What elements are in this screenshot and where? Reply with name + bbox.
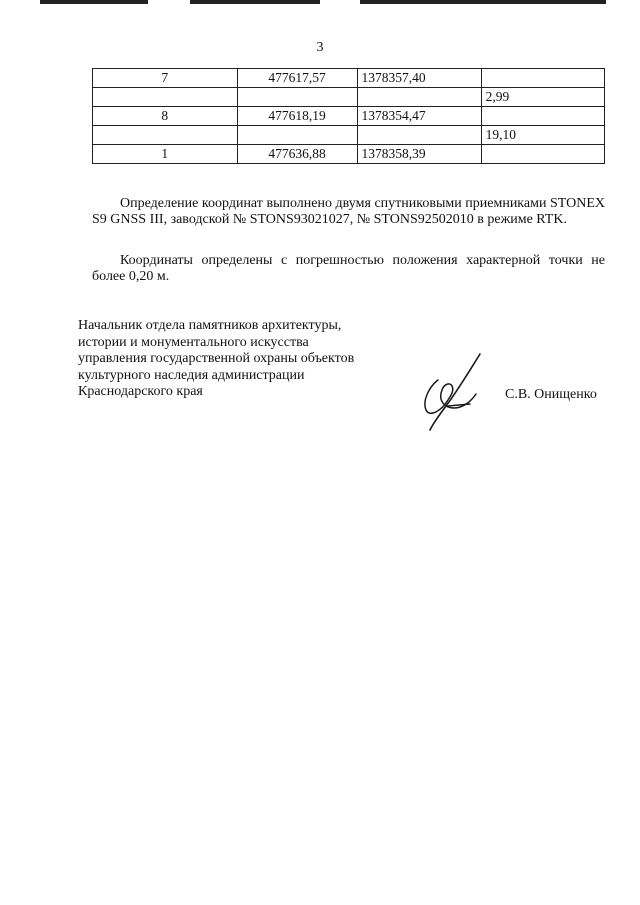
handwritten-signature bbox=[408, 350, 498, 432]
x-coordinate-cell: 477636,88 bbox=[237, 145, 357, 164]
x-coordinate-cell: 477617,57 bbox=[237, 69, 357, 88]
point-number-cell bbox=[93, 126, 238, 145]
top-border-line bbox=[190, 0, 320, 4]
table-row bbox=[93, 145, 605, 164]
position-line: истории и монументального искусства bbox=[78, 334, 309, 350]
segment-length-cell: 2,99 bbox=[481, 88, 604, 107]
table-row bbox=[93, 126, 605, 145]
y-coordinate-cell: 1378358,39 bbox=[357, 145, 481, 164]
segment-length-cell bbox=[481, 107, 604, 126]
measurement-method-paragraph: Определение координат выполнено двумя спутниковыми приемниками STONEX S9 GNSS III, заводской № STONS93021027, № STONS92502010 в режиме RTK. bbox=[92, 196, 605, 227]
position-line: Начальник отдела памятников архитектуры, bbox=[78, 318, 342, 333]
position-line: культурного наследия администрации bbox=[78, 367, 305, 383]
signer-position-block bbox=[78, 318, 398, 401]
top-border-line bbox=[360, 0, 606, 4]
accuracy-paragraph: Координаты определены с погрешностью положения характерной точки не более 0,20 м. bbox=[92, 253, 605, 284]
coordinates-table bbox=[92, 68, 605, 164]
table-row bbox=[93, 107, 605, 126]
signer-name: С.В. Онищенко bbox=[505, 387, 597, 402]
point-number-cell: 7 bbox=[93, 69, 238, 88]
point-number-cell: 8 bbox=[93, 107, 238, 126]
x-coordinate-cell bbox=[237, 88, 357, 107]
table-row bbox=[93, 88, 605, 107]
page-number: 3 bbox=[316, 40, 324, 55]
x-coordinate-cell: 477618,19 bbox=[237, 107, 357, 126]
position-line: Краснодарского края bbox=[78, 384, 203, 399]
y-coordinate-cell: 1378357,40 bbox=[357, 69, 481, 88]
x-coordinate-cell bbox=[237, 126, 357, 145]
point-number-cell bbox=[93, 88, 238, 107]
segment-length-cell bbox=[481, 145, 604, 164]
y-coordinate-cell: 1378354,47 bbox=[357, 107, 481, 126]
y-coordinate-cell bbox=[357, 88, 481, 107]
table-row bbox=[93, 69, 605, 88]
point-number-cell: 1 bbox=[93, 145, 238, 164]
segment-length-cell bbox=[481, 69, 604, 88]
top-border-line bbox=[40, 0, 148, 4]
position-line: управления государственной охраны объектов bbox=[78, 351, 355, 366]
y-coordinate-cell bbox=[357, 126, 481, 145]
segment-length-cell: 19,10 bbox=[481, 126, 604, 145]
